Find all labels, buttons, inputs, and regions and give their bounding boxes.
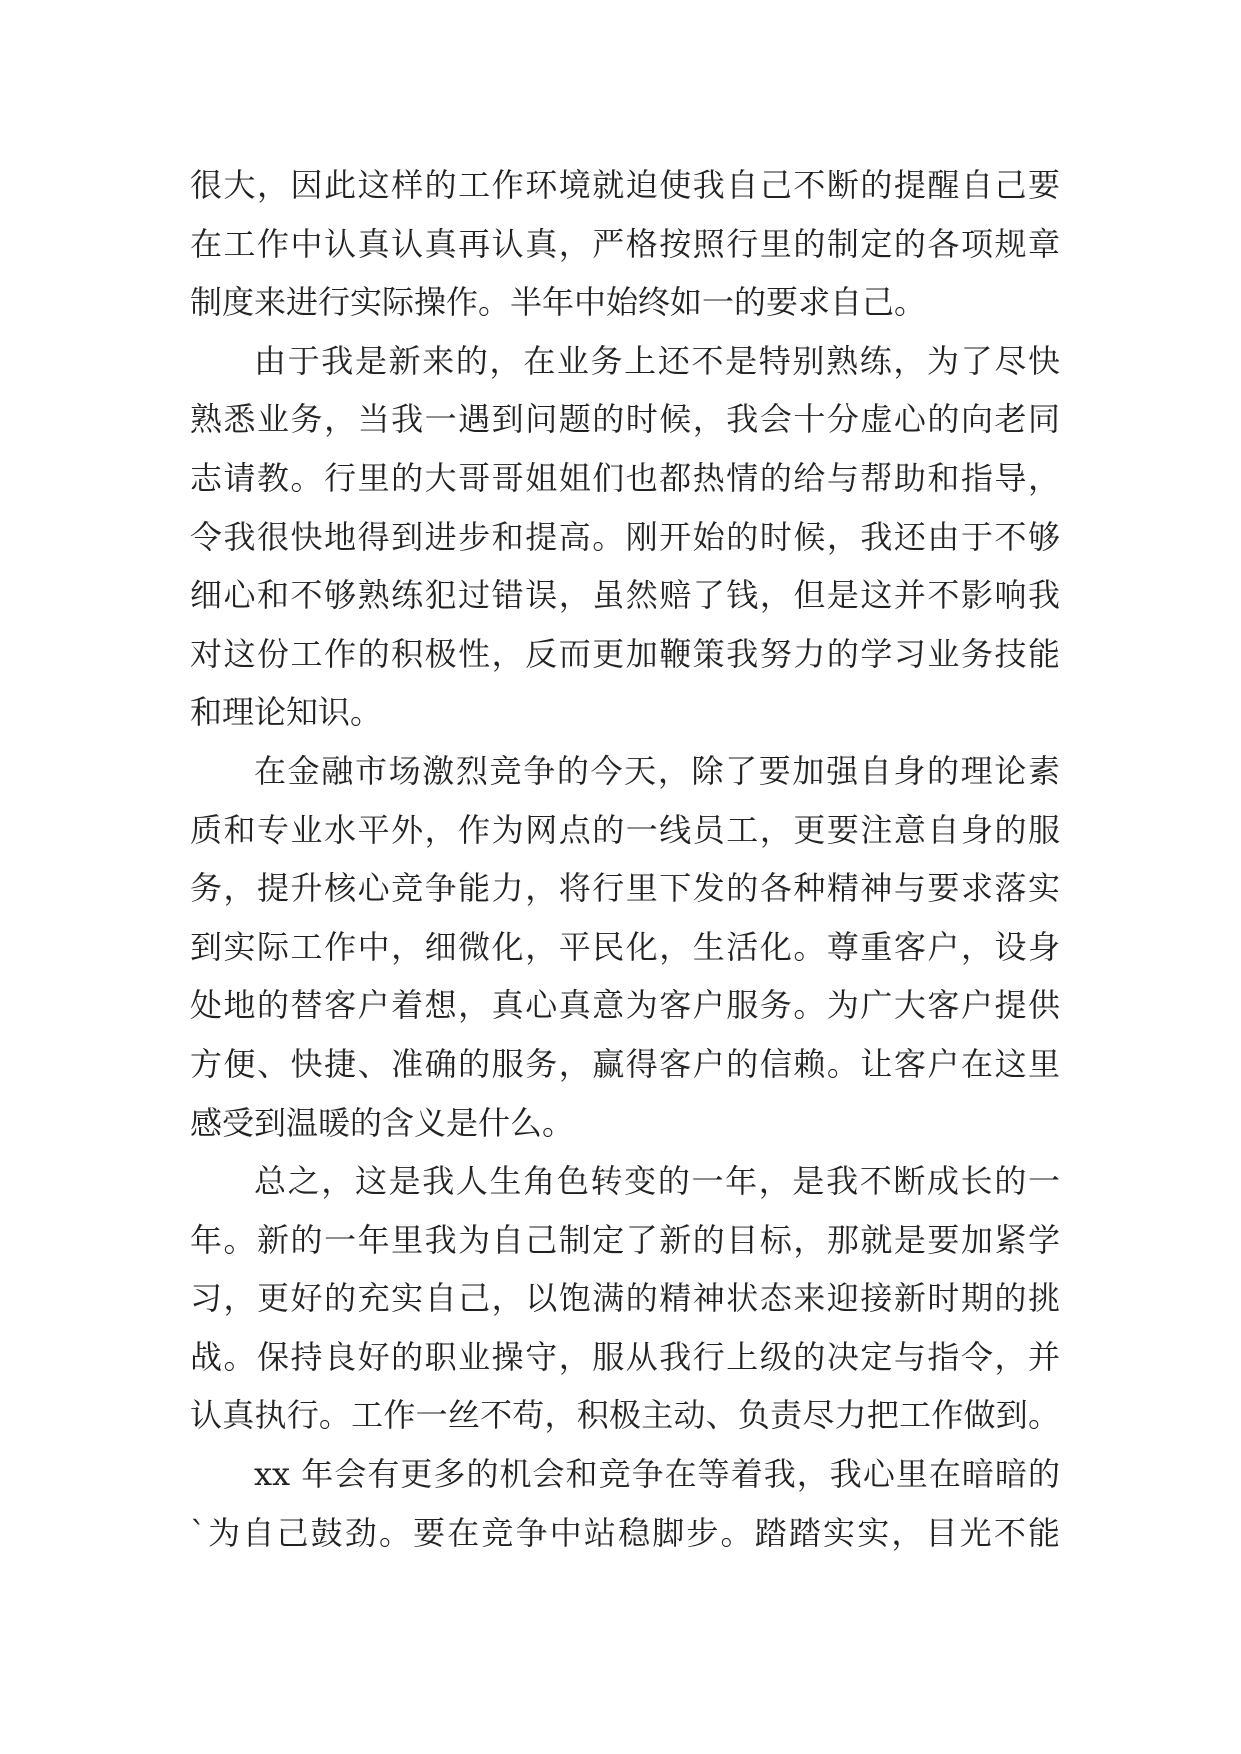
text-line: 习，更好的充实自己，以饱满的精神状态来迎接新时期的挑 (190, 1279, 1060, 1318)
text-line: 到实际工作中，细微化，平民化，生活化。尊重客户，设身 (190, 927, 1060, 966)
text-line: 志请教。行里的大哥哥姐姐们也都热情的给与帮助和指导， (190, 458, 1060, 497)
text-line: 处地的替客户着想，真心真意为客户服务。为广大客户提供 (190, 986, 1060, 1025)
text-line: 认真执行。工作一丝不苟，积极主动、负责尽力把工作做到。 (190, 1396, 1060, 1435)
text-line: 方便、快捷、准确的服务，赢得客户的信赖。让客户在这里 (190, 1044, 1060, 1083)
text-line: 战。保持良好的职业操守，服从我行上级的决定与指令，并 (190, 1337, 1060, 1376)
text-line: 和理论知识。 (190, 693, 383, 732)
text-line: 在金融市场激烈竞争的今天，除了要加强自身的理论素 (254, 751, 1060, 790)
text-line: 在工作中认真认真再认真，严格按照行里的制定的各项规章 (190, 224, 1060, 263)
text-line: 熟悉业务，当我一遇到问题的时候，我会十分虚心的向老同 (190, 400, 1060, 439)
text-line: 对这份工作的积极性，反而更加鞭策我努力的学习业务技能 (190, 634, 1060, 673)
text-line: 年。新的一年里我为自己制定了新的目标，那就是要加紧学 (190, 1220, 1060, 1259)
text-line: 感受到温暖的含义是什么。 (190, 1103, 575, 1142)
text-line: 细心和不够熟练犯过错误，虽然赔了钱，但是这并不影响我 (190, 576, 1060, 615)
text-line: 由于我是新来的，在业务上还不是特别熟练，为了尽快 (254, 341, 1060, 380)
body-text (190, 156, 1060, 1562)
text-line: 很大，因此这样的工作环境就迫使我自己不断的提醒自己要 (190, 166, 1060, 204)
text-line: `为自己鼓劲。要在竞争中站稳脚步。踏踏实实，目光不能 (190, 1513, 1060, 1552)
text-line: 务，提升核心竞争能力，将行里下发的各种精神与要求落实 (190, 869, 1060, 908)
text-line: 质和专业水平外，作为网点的一线员工，更要注意自身的服 (190, 810, 1060, 849)
text-line: xx 年会有更多的机会和竞争在等着我，我心里在暗暗的 (254, 1455, 1060, 1494)
text-line: 令我很快地得到进步和提高。刚开始的时候，我还由于不够 (190, 517, 1060, 556)
text-line: 总之，这是我人生角色转变的一年，是我不断成长的一 (254, 1162, 1060, 1201)
text-line: 制度来进行实际操作。半年中始终如一的要求自己。 (190, 283, 927, 322)
